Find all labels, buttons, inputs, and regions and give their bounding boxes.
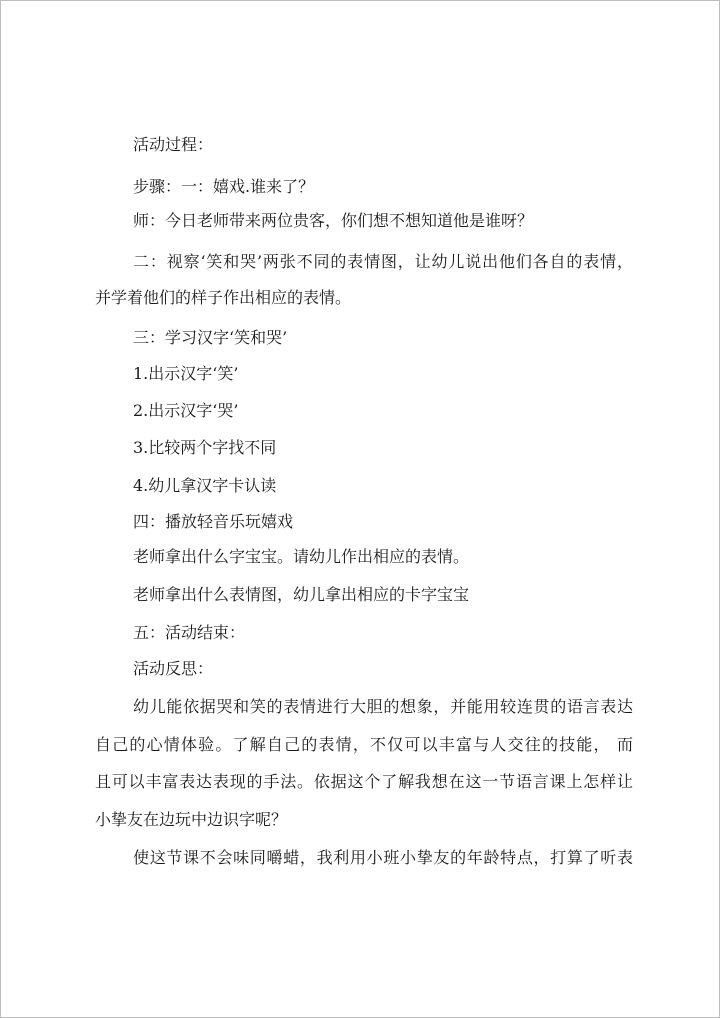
text-line-13: 老师拿出什么表情图，幼儿拿出相应的卡字宝宝 <box>133 585 470 604</box>
text-line-10: 4.幼儿拿汉字卡认读 <box>133 476 277 495</box>
text-line-6: 三：学习汉字‘笑和哭’ <box>133 328 288 347</box>
text-line-12: 老师拿出什么字宝宝。请幼儿作出相应的表情。 <box>133 547 470 566</box>
text-line-4: 二：视察‘笑和哭’两张不同的表情图，让幼儿说出他们各自的表情， <box>133 252 633 271</box>
text-line-5: 并学着他们的样子作出相应的表情。 <box>95 288 352 307</box>
text-line-1: 活动过程： <box>133 135 214 154</box>
text-line-18: 且可以丰富表达表现的手法。依据这个了解我想在这一节语言课上怎样让 <box>95 772 633 791</box>
text-line-7: 1.出示汉字‘笑’ <box>133 364 239 383</box>
text-line-17: 自己的心情体验。了解自己的表情，不仅可以丰富与人交往的技能， 而 <box>95 735 633 754</box>
text-line-14: 五：活动结束： <box>133 623 246 642</box>
text-line-11: 四：播放轻音乐玩嬉戏 <box>133 512 294 531</box>
text-line-19: 小挚友在边玩中边识字呢？ <box>95 810 288 829</box>
text-line-9: 3.比较两个字找不同 <box>133 438 277 457</box>
text-line-3: 师：今日老师带来两位贵客，你们想不想知道他是谁呀？ <box>133 211 534 230</box>
text-line-8: 2.出示汉字‘哭’ <box>133 401 239 420</box>
text-line-16: 幼儿能依据哭和笑的表情进行大胆的想象，并能用较连贯的语言表达 <box>133 697 633 716</box>
text-line-15: 活动反思： <box>133 659 214 678</box>
text-line-2: 步骤：一：嬉戏.谁来了？ <box>133 177 315 196</box>
text-line-20: 使这节课不会味同嚼蜡，我利用小班小挚友的年龄特点，打算了听表 <box>133 848 633 867</box>
